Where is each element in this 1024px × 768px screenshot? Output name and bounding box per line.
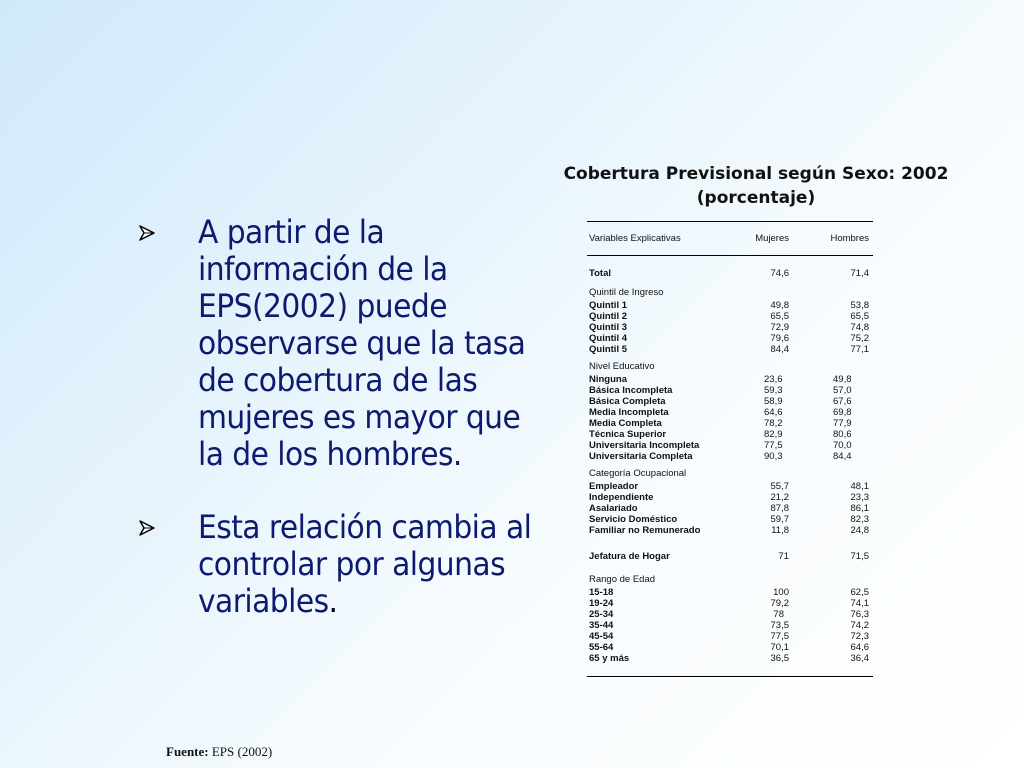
table-row-total: Total 74,6 71,4 — [589, 268, 869, 279]
table-row: Técnica Superior 82,9 80,6 — [589, 429, 852, 440]
table-subtitle: (porcentaje) — [696, 188, 816, 208]
table-row: Media Completa 78,2 77,9 — [589, 418, 852, 429]
table-row: Empleador 55,7 48,1 — [589, 481, 869, 492]
table-row: Independiente 21,2 23,3 — [589, 492, 869, 503]
table-row: 45-54 77,5 72,3 — [589, 631, 869, 642]
table-row: 25-34 78 76,3 — [589, 609, 869, 620]
table-row: Servicio Doméstico 59,7 82,3 — [589, 514, 869, 525]
arrow-bullet-icon — [138, 214, 198, 247]
bullet-tail: . — [328, 582, 338, 620]
section-heading: Categoría Ocupacional — [589, 468, 687, 479]
source-note — [166, 744, 272, 760]
source-text: EPS (2002) — [208, 744, 273, 759]
table-row: 65 y más 36,5 36,4 — [589, 653, 869, 664]
table-row: Quintil 2 65,5 65,5 — [589, 311, 869, 322]
bullet-item — [138, 214, 558, 473]
table-row: Quintil 4 79,6 75,2 — [589, 333, 869, 344]
header-hombres: Hombres — [830, 233, 869, 244]
bullet-text: Esta relación cambia al controlar por algunas variables. — [198, 508, 532, 620]
table-row: Media Incompleta 64,6 69,8 — [589, 407, 852, 418]
table-row: Universitaria Completa 90,3 84,4 — [589, 451, 852, 462]
coverage-table — [587, 221, 873, 677]
table-title: Cobertura Previsional según Sexo: 2002 (porcentaje) — [526, 162, 986, 210]
header-variables: Variables Explicativas — [589, 233, 681, 244]
table-row: Quintil 5 84,4 77,1 — [589, 344, 869, 355]
table-row-jefatura: Jefatura de Hogar 71 71,5 — [589, 551, 869, 562]
table-row: 35-44 73,5 74,2 — [589, 620, 869, 631]
section-heading: Rango de Edad — [589, 574, 656, 585]
table-row: Familiar no Remunerado 11,8 24,8 — [589, 525, 869, 536]
bullet-item — [138, 509, 558, 620]
table-row: 55-64 70,1 64,6 — [589, 642, 869, 653]
table-row: Quintil 3 72,9 74,8 — [589, 322, 869, 333]
bullet-text: A partir de la información de la EPS(2002) puede observarse que la tasa de cobertura de las mujeres es mayor que la de los hombres. — [198, 213, 526, 473]
table-row: Quintil 1 49,8 53,8 — [589, 300, 869, 311]
bullet-list — [138, 214, 558, 656]
table-row: Asalariado 87,8 86,1 — [589, 503, 869, 514]
table-row: Universitaria Incompleta 77,5 70,0 — [589, 440, 852, 451]
table-header — [587, 222, 873, 256]
table-row: 19-24 79,2 74,1 — [589, 598, 869, 609]
table-row: Básica Incompleta 59,3 57,0 — [589, 385, 852, 396]
section-heading: Nivel Educativo — [589, 361, 655, 372]
arrow-bullet-icon — [138, 509, 198, 542]
header-mujeres: Mujeres — [755, 233, 789, 244]
table-row: 15-18 100 62,5 — [589, 587, 869, 598]
table-row: Básica Completa 58,9 67,6 — [589, 396, 852, 407]
source-label: Fuente: — [166, 744, 209, 759]
table-row: Ninguna 23,6 49,8 — [589, 374, 852, 385]
section-heading: Quintil de Ingreso — [589, 287, 664, 298]
